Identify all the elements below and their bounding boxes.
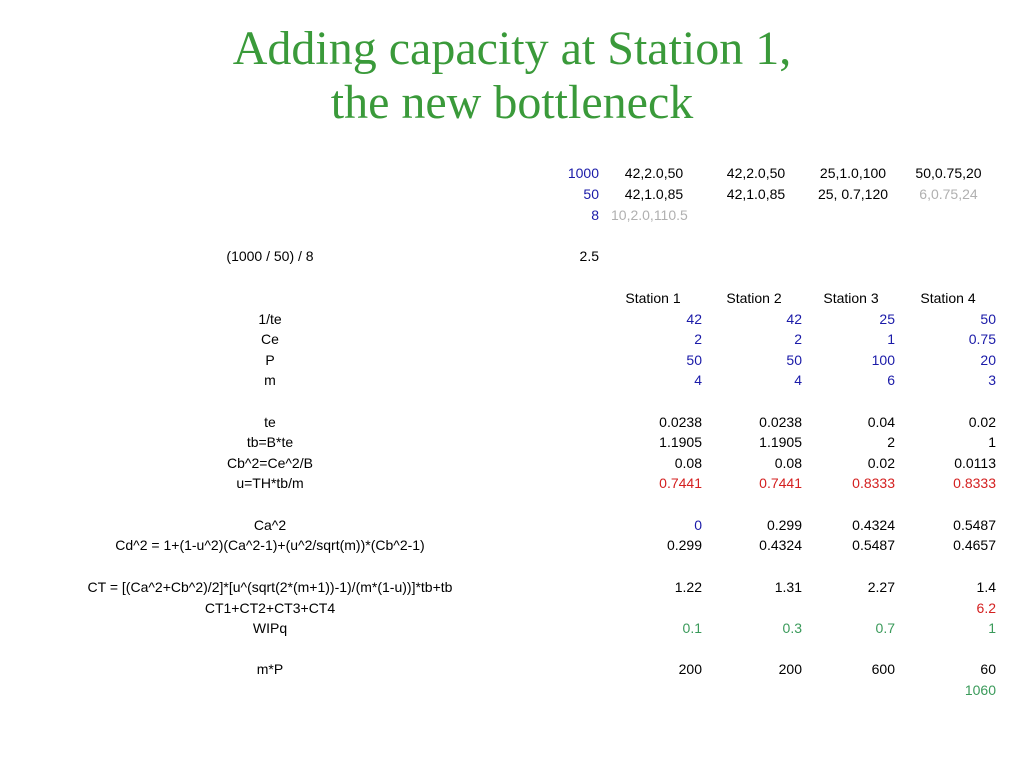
cell-mp-sum[interactable]: 1060 <box>964 682 996 698</box>
cell-te-s3[interactable]: 0.04 <box>867 414 895 430</box>
col-header-station-4: Station 4 <box>920 290 976 306</box>
cell-tb-s1[interactable]: 1.1905 <box>659 434 702 450</box>
input-value-8[interactable]: 8 <box>591 207 599 223</box>
row-label-ct-sum: CT1+CT2+CT3+CT4 <box>204 600 336 616</box>
cell-ce-s1[interactable]: 2 <box>694 331 702 347</box>
input-station1-r1[interactable]: 42,2.0,50 <box>624 165 684 181</box>
cell-wipq-s1[interactable]: 0.1 <box>682 620 702 636</box>
input-station3-r1[interactable]: 25,1.0,100 <box>819 165 887 181</box>
cell-cb2-s4[interactable]: 0.0113 <box>954 455 996 471</box>
cell-ce-s2[interactable]: 2 <box>794 331 802 347</box>
cell-tb-s3[interactable]: 2 <box>887 434 895 450</box>
cell-ca2-s1[interactable]: 0 <box>694 517 702 533</box>
col-header-station-1: Station 1 <box>625 290 681 306</box>
input-station2-r1[interactable]: 42,2.0,50 <box>726 165 786 181</box>
row-label-ce: Ce <box>261 331 279 347</box>
input-station4-r1[interactable]: 50,0.75,20 <box>915 165 982 181</box>
cell-m-s1[interactable]: 4 <box>694 372 702 388</box>
cell-u-s3[interactable]: 0.8333 <box>852 475 895 491</box>
col-header-station-2: Station 2 <box>726 290 782 306</box>
cell-mp-s2[interactable]: 200 <box>778 661 802 677</box>
input-value-1000[interactable]: 1000 <box>567 165 599 181</box>
cell-ct-s3[interactable]: 2.27 <box>867 579 895 595</box>
cell-te-s2[interactable]: 0.0238 <box>759 414 802 430</box>
row-label-cd2: Cd^2 = 1+(1-u^2)(Ca^2-1)+(u^2/sqrt(m))*(Cb^2-1) <box>115 537 425 553</box>
slide-title-line-2: the new bottleneck <box>330 76 694 129</box>
cell-u-s1[interactable]: 0.7441 <box>659 475 702 491</box>
cell-wipq-s3[interactable]: 0.7 <box>875 620 895 636</box>
cell-cb2-s1[interactable]: 0.08 <box>674 455 702 471</box>
cell-p-s4[interactable]: 20 <box>980 352 996 368</box>
cell-ca2-s2[interactable]: 0.299 <box>766 517 802 533</box>
input-value-50[interactable]: 50 <box>583 186 599 202</box>
slide-title-line-1: Adding capacity at Station 1, <box>232 22 792 75</box>
cell-ca2-s3[interactable]: 0.4324 <box>852 517 895 533</box>
row-label-ct: CT = [(Ca^2+Cb^2)/2]*[u^(sqrt(2*(m+1))-1)/(m*(1-u))]*tb+tb <box>87 579 453 595</box>
cell-ct-s4[interactable]: 1.4 <box>976 579 996 595</box>
cell-m-s2[interactable]: 4 <box>794 372 802 388</box>
cell-inv-te-s4[interactable]: 50 <box>980 311 996 327</box>
cell-u-s4[interactable]: 0.8333 <box>953 475 996 491</box>
row-label-p: P <box>265 352 275 368</box>
row-label-tb: tb=B*te <box>246 434 294 450</box>
row-label-u: u=TH*tb/m <box>236 475 304 491</box>
row-label-m: m <box>264 372 276 388</box>
cell-te-s4[interactable]: 0.02 <box>968 414 996 430</box>
cell-p-s1[interactable]: 50 <box>686 352 702 368</box>
input-station3-r2[interactable]: 25, 0.7,120 <box>817 186 889 202</box>
cell-inv-te-s1[interactable]: 42 <box>686 311 702 327</box>
cell-p-s3[interactable]: 100 <box>871 352 895 368</box>
formula-value[interactable]: 2.5 <box>579 248 599 264</box>
cell-inv-te-s2[interactable]: 42 <box>786 311 802 327</box>
input-station1-r2[interactable]: 42,1.0,85 <box>624 186 684 202</box>
cell-cb2-s3[interactable]: 0.02 <box>867 455 895 471</box>
cell-wipq-s4[interactable]: 1 <box>988 620 996 636</box>
row-label-wipq: WIPq <box>252 620 288 636</box>
cell-ct-s2[interactable]: 1.31 <box>774 579 802 595</box>
cell-tb-s4[interactable]: 1 <box>988 434 996 450</box>
input-station4-r2[interactable]: 6,0.75,24 <box>919 186 978 202</box>
cell-mp-s1[interactable]: 200 <box>678 661 702 677</box>
cell-wipq-s2[interactable]: 0.3 <box>782 620 802 636</box>
cell-ca2-s4[interactable]: 0.5487 <box>953 517 996 533</box>
cell-tb-s2[interactable]: 1.1905 <box>759 434 802 450</box>
cell-cd2-s2[interactable]: 0.4324 <box>759 537 802 553</box>
cell-mp-s4[interactable]: 60 <box>980 661 996 677</box>
col-header-station-3: Station 3 <box>823 290 879 306</box>
row-label-ca2: Ca^2 <box>253 517 287 533</box>
row-label-te: te <box>264 414 276 430</box>
cell-cb2-s2[interactable]: 0.08 <box>774 455 802 471</box>
cell-ce-s3[interactable]: 1 <box>887 331 895 347</box>
cell-ct-s1[interactable]: 1.22 <box>674 579 702 595</box>
cell-m-s4[interactable]: 3 <box>988 372 996 388</box>
slide-title <box>0 22 1024 130</box>
cell-inv-te-s3[interactable]: 25 <box>879 311 895 327</box>
cell-p-s2[interactable]: 50 <box>786 352 802 368</box>
cell-mp-s3[interactable]: 600 <box>871 661 895 677</box>
input-station2-r2[interactable]: 42,1.0,85 <box>726 186 786 202</box>
input-station1-r3[interactable]: 10,2.0,110.5 <box>611 207 688 223</box>
row-label-cb2: Cb^2=Ce^2/B <box>227 455 313 471</box>
row-label-mp: m*P <box>256 661 284 677</box>
formula-label: (1000 / 50) / 8 <box>226 248 314 264</box>
row-label-inv-te: 1/te <box>258 311 282 327</box>
cell-cd2-s4[interactable]: 0.4657 <box>953 537 996 553</box>
cell-m-s3[interactable]: 6 <box>887 372 895 388</box>
cell-ct-sum[interactable]: 6.2 <box>976 600 996 616</box>
cell-te-s1[interactable]: 0.0238 <box>659 414 702 430</box>
cell-cd2-s3[interactable]: 0.5487 <box>852 537 895 553</box>
cell-cd2-s1[interactable]: 0.299 <box>666 537 702 553</box>
cell-ce-s4[interactable]: 0.75 <box>968 331 996 347</box>
cell-u-s2[interactable]: 0.7441 <box>759 475 802 491</box>
